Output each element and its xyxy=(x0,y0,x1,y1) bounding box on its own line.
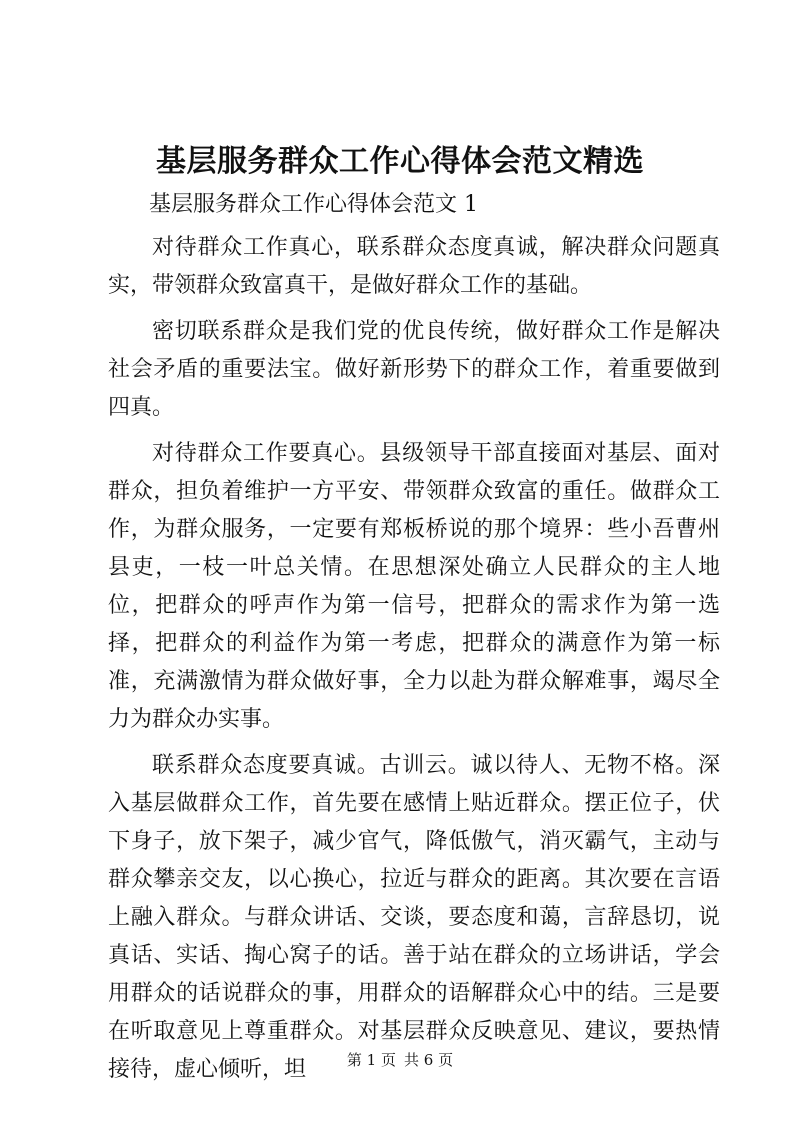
document-title: 基层服务群众工作心得体会范文精选 xyxy=(156,144,644,179)
paragraph: 联系群众态度要真诚。古训云。诚以待人、无物不格。深入基层做群众工作，首先要在感情上贴近群众。摆正位子，伏下身子，放下架子，减少官气，降低傲气，消灭霸气，主动与群众攀亲交友，以心换心，拉近与群众的距离。其次要在言语上融入群众。与群众讲话、交谈，要态度和蔼，言辞恳切，说真话、实话、掏心窝子的话。善于站在群众的立场讲话，学会用群众的话说群众的事，用群众的语解群众心中的结。三是要在听取意见上尊重群众。对基层群众反映意见、建议，要热情接待，虚心倾听，坦 xyxy=(108,753,720,1082)
paragraph: 密切联系群众是我们党的优良传统，做好群众工作是解决社会矛盾的重要法宝。做好新形势下的群众工作，着重要做到四真。 xyxy=(108,319,720,420)
page-number: 第 1 页 xyxy=(346,1051,396,1069)
document-body xyxy=(108,229,720,1097)
paragraph: 对待群众工作要真心。县级领导干部直接面对基层、面对群众，担负着维护一方平安、带领群众致富的重任。做群众工作，为群众服务，一定要有郑板桥说的那个境界：些小吾曹州县吏，一枝一叶总关情。在思想深处确立人民群众的主人地位，把群众的呼声作为第一信号，把群众的需求作为第一选择，把群众的利益作为第一考虑，把群众的满意作为第一标准，充满激情为群众做好事，全力以赴为群众解难事，竭尽全力为群众办实事。 xyxy=(108,441,720,732)
paragraph: 对待群众工作真心，联系群众态度真诚，解决群众问题真实，带领群众致富真干，是做好群众工作的基础。 xyxy=(108,235,720,298)
page-footer xyxy=(0,1050,800,1070)
document-subtitle: 基层服务群众工作心得体会范文 1 xyxy=(149,192,478,217)
page-total: 共 6 页 xyxy=(404,1051,454,1069)
